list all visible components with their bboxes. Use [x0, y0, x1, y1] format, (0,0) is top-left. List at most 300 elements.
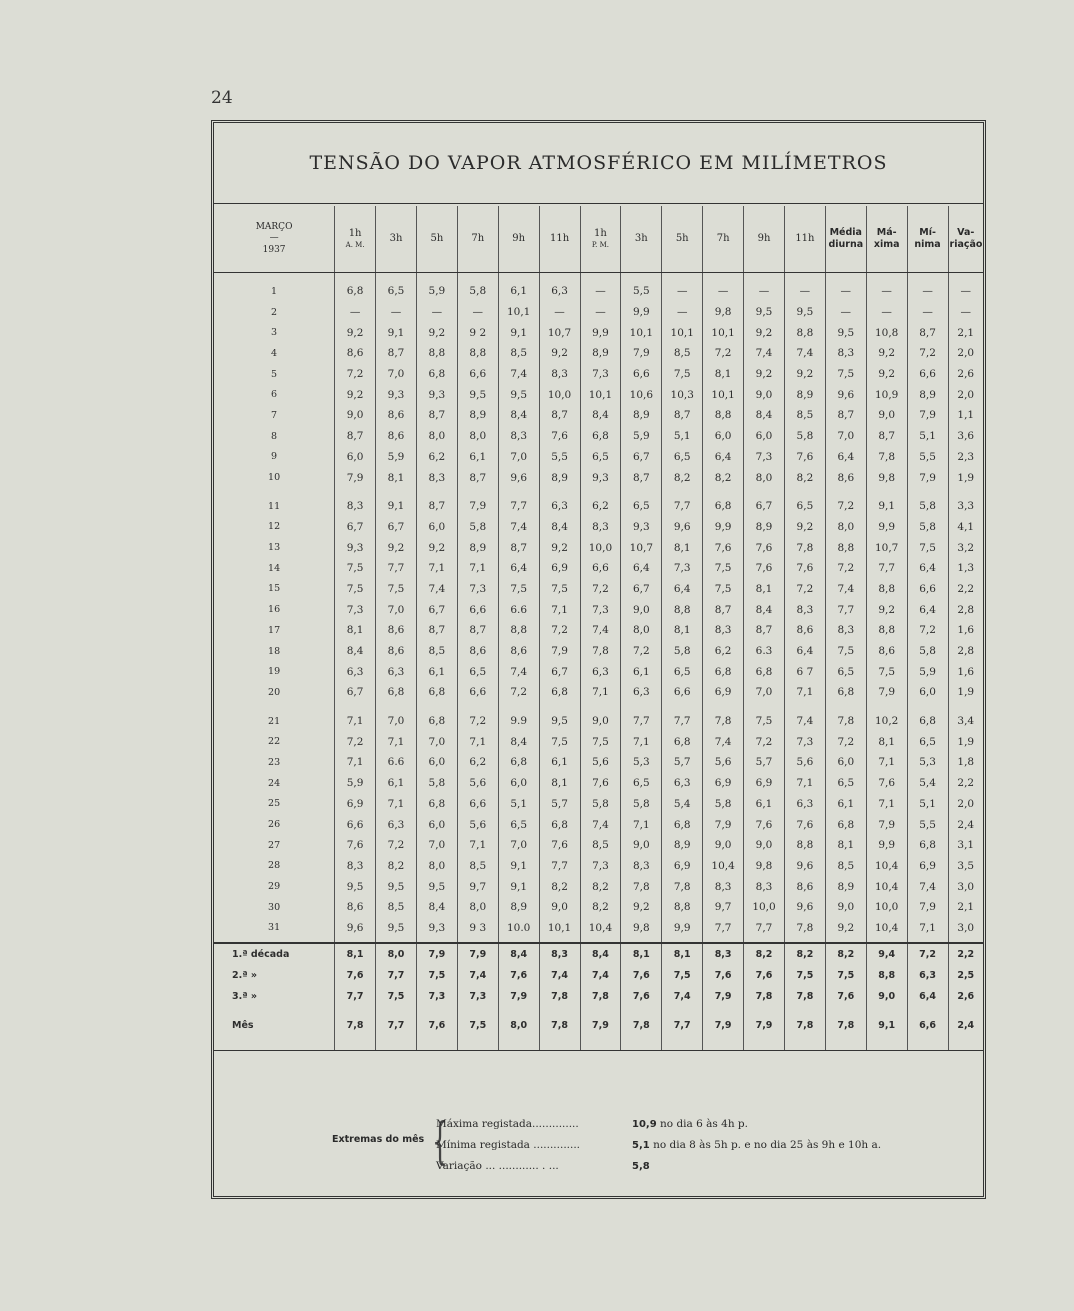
- spacer-cell: [498, 488, 539, 496]
- value-cell: 6,5: [784, 496, 825, 517]
- spacer-cell: [376, 488, 417, 496]
- spacer-cell: [825, 488, 866, 496]
- value-cell: 6,7: [416, 599, 457, 620]
- value-cell: 8,6: [825, 467, 866, 488]
- spacer-cell: [416, 273, 457, 282]
- value-cell: 9,2: [784, 364, 825, 385]
- value-cell: 3,0: [948, 918, 983, 939]
- value-cell: 6,0: [416, 517, 457, 538]
- value-cell: 7,8: [784, 986, 825, 1007]
- value-cell: 7,2: [580, 579, 621, 600]
- value-cell: 1,8: [948, 752, 983, 773]
- value-cell: 6,7: [335, 682, 376, 703]
- spacer-cell: [621, 1007, 662, 1015]
- value-cell: 6,3: [580, 661, 621, 682]
- value-cell: 6,4: [907, 558, 948, 579]
- extreme-max-name: Máxima registada..............: [436, 1118, 579, 1130]
- value-cell: 7,3: [457, 579, 498, 600]
- value-cell: 8,8: [784, 322, 825, 343]
- extreme-var-name: Variação ... ............ . ...: [436, 1160, 559, 1172]
- value-cell: 7,2: [539, 620, 580, 641]
- day-row: [214, 426, 983, 447]
- day-row: [214, 599, 983, 620]
- value-cell: 8,2: [580, 897, 621, 918]
- value-cell: 6,8: [416, 711, 457, 732]
- value-cell: 6,5: [825, 661, 866, 682]
- spacer-cell: [866, 1007, 907, 1015]
- spacer-cell: [214, 703, 335, 711]
- day-row: [214, 517, 983, 538]
- value-cell: 9,2: [416, 322, 457, 343]
- spacer-cell: [539, 1007, 580, 1015]
- value-cell: 9,0: [580, 711, 621, 732]
- value-cell: 9,5: [498, 384, 539, 405]
- spacer-cell: [744, 1036, 785, 1051]
- value-cell: 7,1: [621, 731, 662, 752]
- value-cell: 8,9: [621, 405, 662, 426]
- day-row: [214, 835, 983, 856]
- value-cell: 9,0: [703, 835, 744, 856]
- value-cell: 7,8: [580, 986, 621, 1007]
- value-cell: —: [376, 302, 417, 323]
- summary-row: [214, 943, 983, 965]
- spacer-row: [214, 273, 983, 282]
- value-cell: 2,8: [948, 599, 983, 620]
- value-cell: 7,4: [457, 965, 498, 986]
- value-cell: 7,7: [376, 558, 417, 579]
- value-cell: 6,3: [376, 814, 417, 835]
- value-cell: 3,0: [948, 876, 983, 897]
- spacer-cell: [416, 488, 457, 496]
- row-label: 7: [271, 409, 278, 421]
- value-cell: 6,4: [784, 641, 825, 662]
- value-cell: 8,0: [457, 897, 498, 918]
- value-cell: 8,9: [457, 405, 498, 426]
- value-cell: —: [784, 281, 825, 302]
- value-cell: 5,5: [907, 447, 948, 468]
- value-cell: 8,7: [498, 537, 539, 558]
- value-cell: 1,1: [948, 405, 983, 426]
- value-cell: 9,1: [498, 322, 539, 343]
- value-cell: 7,1: [457, 558, 498, 579]
- value-cell: 7,8: [784, 918, 825, 939]
- value-cell: 7,6: [703, 537, 744, 558]
- value-cell: 9,7: [703, 897, 744, 918]
- value-cell: 7,0: [498, 447, 539, 468]
- spacer-cell: [498, 1036, 539, 1051]
- value-cell: 9,3: [416, 918, 457, 939]
- value-cell: 7,4: [784, 343, 825, 364]
- row-label: 2.ª »: [232, 970, 258, 982]
- day-row: [214, 814, 983, 835]
- row-label: 18: [268, 645, 281, 657]
- value-cell: 10,1: [662, 322, 703, 343]
- value-cell: 7,9: [498, 986, 539, 1007]
- spacer-cell: [498, 1007, 539, 1015]
- value-cell: 9,3: [376, 384, 417, 405]
- value-cell: 9,9: [866, 835, 907, 856]
- value-cell: 8,3: [539, 943, 580, 965]
- spacer-cell: [457, 703, 498, 711]
- spacer-row: [214, 703, 983, 711]
- value-cell: 9,6: [825, 384, 866, 405]
- spacer-cell: [214, 488, 335, 496]
- header-hour-6: [580, 206, 621, 273]
- value-cell: 7,6: [335, 835, 376, 856]
- value-cell: 8,9: [457, 537, 498, 558]
- value-cell: 6,8: [703, 496, 744, 517]
- header-stat-label: diurna: [828, 239, 864, 250]
- value-cell: 9,5: [416, 876, 457, 897]
- value-cell: 7,5: [825, 641, 866, 662]
- value-cell: 9,0: [621, 835, 662, 856]
- row-label: 30: [268, 901, 281, 913]
- value-cell: 8,9: [662, 835, 703, 856]
- value-cell: 7,5: [416, 965, 457, 986]
- value-cell: 8,9: [744, 517, 785, 538]
- value-cell: 9,9: [580, 322, 621, 343]
- spacer-cell: [214, 1036, 335, 1051]
- value-cell: 3,2: [948, 537, 983, 558]
- spacer-cell: [784, 273, 825, 282]
- value-cell: 7,0: [376, 711, 417, 732]
- row-label: 24: [268, 777, 281, 789]
- value-cell: —: [457, 302, 498, 323]
- value-cell: 6,3: [539, 281, 580, 302]
- value-cell: 2,1: [948, 897, 983, 918]
- value-cell: 7,6: [416, 1015, 457, 1036]
- value-cell: 7,8: [784, 537, 825, 558]
- day-row: [214, 752, 983, 773]
- value-cell: 7,2: [457, 711, 498, 732]
- value-cell: 7,6: [539, 426, 580, 447]
- spacer-cell: [907, 488, 948, 496]
- row-label: 29: [268, 881, 281, 893]
- summary-row: [214, 1015, 983, 1036]
- header-hour-3: [457, 206, 498, 273]
- spacer-cell: [498, 273, 539, 282]
- row-label: 27: [268, 839, 281, 851]
- value-cell: 7,2: [907, 343, 948, 364]
- row-label: 14: [268, 562, 281, 574]
- value-cell: 6,7: [621, 579, 662, 600]
- value-cell: 8,2: [662, 467, 703, 488]
- value-cell: 7,6: [784, 558, 825, 579]
- value-cell: 6,1: [416, 661, 457, 682]
- value-cell: 6.6: [376, 752, 417, 773]
- value-cell: 5,9: [416, 281, 457, 302]
- value-cell: 7,9: [703, 814, 744, 835]
- value-cell: 3,5: [948, 856, 983, 877]
- value-cell: 7,1: [866, 794, 907, 815]
- value-cell: 7,5: [825, 965, 866, 986]
- value-cell: 7,6: [703, 965, 744, 986]
- value-cell: 7,8: [703, 711, 744, 732]
- header-hour-label: 7h: [471, 232, 485, 244]
- value-cell: 8,9: [580, 343, 621, 364]
- value-cell: 7,1: [376, 731, 417, 752]
- spacer-cell: [948, 273, 983, 282]
- value-cell: 9,1: [866, 496, 907, 517]
- value-cell: 9,9: [866, 517, 907, 538]
- value-cell: 5,7: [662, 752, 703, 773]
- value-cell: 8,1: [376, 467, 417, 488]
- value-cell: 7,4: [580, 814, 621, 835]
- value-cell: 8,5: [416, 641, 457, 662]
- value-cell: 9,2: [744, 322, 785, 343]
- value-cell: 9,1: [866, 1015, 907, 1036]
- value-cell: 7,4: [539, 965, 580, 986]
- value-cell: 8,7: [825, 405, 866, 426]
- spacer-cell: [662, 1036, 703, 1051]
- value-cell: 7,1: [784, 682, 825, 703]
- spacer-cell: [457, 273, 498, 282]
- value-cell: 9,3: [580, 467, 621, 488]
- value-cell: 6,5: [662, 661, 703, 682]
- header-hour-label: 5h: [430, 232, 444, 244]
- value-cell: 7,4: [498, 661, 539, 682]
- header-stat-1: [866, 206, 907, 273]
- value-cell: 9,2: [866, 364, 907, 385]
- value-cell: 8,7: [457, 467, 498, 488]
- value-cell: 7,5: [335, 579, 376, 600]
- value-cell: 5,9: [376, 447, 417, 468]
- value-cell: 8,5: [662, 343, 703, 364]
- value-cell: 10,0: [539, 384, 580, 405]
- value-cell: 9,5: [457, 384, 498, 405]
- value-cell: 10,7: [539, 322, 580, 343]
- spacer-cell: [825, 273, 866, 282]
- spacer-cell: [539, 1036, 580, 1051]
- value-cell: 7,5: [376, 986, 417, 1007]
- spacer-cell: [866, 1036, 907, 1051]
- value-cell: 9,8: [703, 302, 744, 323]
- value-cell: 10,4: [866, 856, 907, 877]
- spacer-cell: [866, 273, 907, 282]
- row-label: 2: [271, 306, 278, 318]
- header-hour-5: [539, 206, 580, 273]
- value-cell: 10,2: [866, 711, 907, 732]
- value-cell: 10,3: [662, 384, 703, 405]
- value-cell: 7,0: [416, 731, 457, 752]
- day-row: [214, 405, 983, 426]
- row-label: 3: [271, 327, 278, 339]
- value-cell: 7,9: [744, 1015, 785, 1036]
- day-row: [214, 711, 983, 732]
- spacer-cell: [214, 1007, 335, 1015]
- value-cell: 7,8: [621, 876, 662, 897]
- value-cell: 7,5: [784, 965, 825, 986]
- value-cell: 10,1: [580, 384, 621, 405]
- spacer-cell: [457, 1007, 498, 1015]
- value-cell: 6,4: [703, 447, 744, 468]
- day-row: [214, 897, 983, 918]
- value-cell: 8,4: [498, 405, 539, 426]
- value-cell: 10.0: [498, 918, 539, 939]
- value-cell: 6,3: [621, 682, 662, 703]
- value-cell: 7,3: [416, 986, 457, 1007]
- header-hour-11: [784, 206, 825, 273]
- value-cell: 5,8: [457, 517, 498, 538]
- spacer-cell: [376, 703, 417, 711]
- value-cell: 5,8: [784, 426, 825, 447]
- value-cell: 9,2: [866, 599, 907, 620]
- value-cell: 9,7: [457, 876, 498, 897]
- value-cell: 7,8: [784, 1015, 825, 1036]
- spacer-cell: [335, 703, 376, 711]
- value-cell: 6,0: [416, 752, 457, 773]
- value-cell: 7,7: [539, 856, 580, 877]
- value-cell: 7,2: [498, 682, 539, 703]
- spacer-cell: [866, 488, 907, 496]
- value-cell: 7,8: [539, 986, 580, 1007]
- value-cell: 6,3: [376, 661, 417, 682]
- header-hour-1: [376, 206, 417, 273]
- day-row: [214, 794, 983, 815]
- header-hour-label: 5h: [675, 232, 689, 244]
- value-cell: 6,8: [825, 682, 866, 703]
- value-cell: 7,8: [580, 641, 621, 662]
- value-cell: 6,7: [744, 496, 785, 517]
- spacer-cell: [335, 1007, 376, 1015]
- value-cell: 5,9: [621, 426, 662, 447]
- value-cell: 7,9: [703, 1015, 744, 1036]
- value-cell: 5,8: [703, 794, 744, 815]
- value-cell: 9,2: [416, 537, 457, 558]
- value-cell: 9 2: [457, 322, 498, 343]
- header-hour-label: 3h: [634, 232, 648, 244]
- value-cell: 3,4: [948, 711, 983, 732]
- value-cell: 7,0: [376, 364, 417, 385]
- value-cell: 5,6: [784, 752, 825, 773]
- value-cell: 6,8: [376, 682, 417, 703]
- value-cell: 9,1: [498, 856, 539, 877]
- value-cell: 7,1: [335, 752, 376, 773]
- value-cell: 8,3: [703, 876, 744, 897]
- header-hour-7: [621, 206, 662, 273]
- value-cell: 8,7: [662, 405, 703, 426]
- value-cell: 8,7: [907, 322, 948, 343]
- value-cell: 6,6: [907, 1015, 948, 1036]
- value-cell: 6 7: [784, 661, 825, 682]
- day-row: [214, 731, 983, 752]
- value-cell: 6,1: [825, 794, 866, 815]
- spacer-cell: [580, 1036, 621, 1051]
- value-cell: 1,6: [948, 661, 983, 682]
- value-cell: 7,0: [498, 835, 539, 856]
- value-cell: 7,5: [907, 537, 948, 558]
- header-hour-8: [662, 206, 703, 273]
- spacer-cell: [784, 1036, 825, 1051]
- value-cell: 8,7: [457, 620, 498, 641]
- value-cell: 5,1: [498, 794, 539, 815]
- value-cell: 8,4: [580, 405, 621, 426]
- header-hour-label: 7h: [716, 232, 730, 244]
- value-cell: 6,8: [907, 711, 948, 732]
- value-cell: 5,1: [907, 794, 948, 815]
- value-cell: 7,2: [784, 579, 825, 600]
- value-cell: 6,6: [335, 814, 376, 835]
- value-cell: 6,8: [416, 364, 457, 385]
- value-cell: 9,8: [744, 856, 785, 877]
- value-cell: 7,1: [376, 794, 417, 815]
- value-cell: 7,3: [784, 731, 825, 752]
- value-cell: 6,6: [907, 579, 948, 600]
- header-hour-0: [335, 206, 376, 273]
- value-cell: 7,4: [498, 517, 539, 538]
- extreme-var-value: 5,8: [632, 1161, 650, 1172]
- value-cell: 6,4: [907, 599, 948, 620]
- day-row: [214, 876, 983, 897]
- spacer-cell: [621, 1036, 662, 1051]
- spacer-cell: [703, 703, 744, 711]
- header-hour-label: 1h: [594, 228, 607, 240]
- page-number: 24: [211, 88, 233, 108]
- row-label: 13: [268, 542, 281, 554]
- value-cell: 8,3: [703, 620, 744, 641]
- value-cell: 9,0: [744, 384, 785, 405]
- value-cell: 6,3: [907, 965, 948, 986]
- value-cell: 4,1: [948, 517, 983, 538]
- value-cell: 6,6: [907, 364, 948, 385]
- extremes-section: [214, 1098, 983, 1190]
- day-row: [214, 537, 983, 558]
- value-cell: 8,3: [580, 517, 621, 538]
- header-stat-2: [907, 206, 948, 273]
- value-cell: 5,8: [580, 794, 621, 815]
- value-cell: 7,6: [335, 965, 376, 986]
- value-cell: 8,5: [498, 343, 539, 364]
- value-cell: 7,6: [866, 773, 907, 794]
- value-cell: 2,1: [948, 322, 983, 343]
- spacer-cell: [498, 703, 539, 711]
- spacer-cell: [907, 1036, 948, 1051]
- value-cell: 7,2: [621, 641, 662, 662]
- value-cell: 8,1: [539, 773, 580, 794]
- value-cell: 6,3: [662, 773, 703, 794]
- value-cell: 6,5: [457, 661, 498, 682]
- value-cell: 6,5: [376, 281, 417, 302]
- spacer-cell: [948, 703, 983, 711]
- value-cell: 6,8: [539, 682, 580, 703]
- spacer-cell: [457, 1036, 498, 1051]
- value-cell: 5,9: [907, 661, 948, 682]
- day-row: [214, 579, 983, 600]
- spacer-cell: [948, 1007, 983, 1015]
- value-cell: 9,2: [621, 897, 662, 918]
- value-cell: —: [825, 281, 866, 302]
- value-cell: 6,0: [907, 682, 948, 703]
- day-row: [214, 620, 983, 641]
- row-label: 28: [268, 860, 281, 872]
- value-cell: 7,4: [907, 876, 948, 897]
- spacer-cell: [539, 703, 580, 711]
- value-cell: 8,4: [498, 943, 539, 965]
- value-cell: 7,5: [703, 579, 744, 600]
- day-row: [214, 343, 983, 364]
- value-cell: 9,2: [744, 364, 785, 385]
- value-cell: 3,3: [948, 496, 983, 517]
- day-row: [214, 384, 983, 405]
- value-cell: 5,3: [621, 752, 662, 773]
- value-cell: 7,3: [580, 364, 621, 385]
- day-row: [214, 364, 983, 385]
- day-row: [214, 773, 983, 794]
- value-cell: 7,8: [539, 1015, 580, 1036]
- value-cell: 8,2: [784, 943, 825, 965]
- value-cell: 7,7: [866, 558, 907, 579]
- value-cell: 9,2: [866, 343, 907, 364]
